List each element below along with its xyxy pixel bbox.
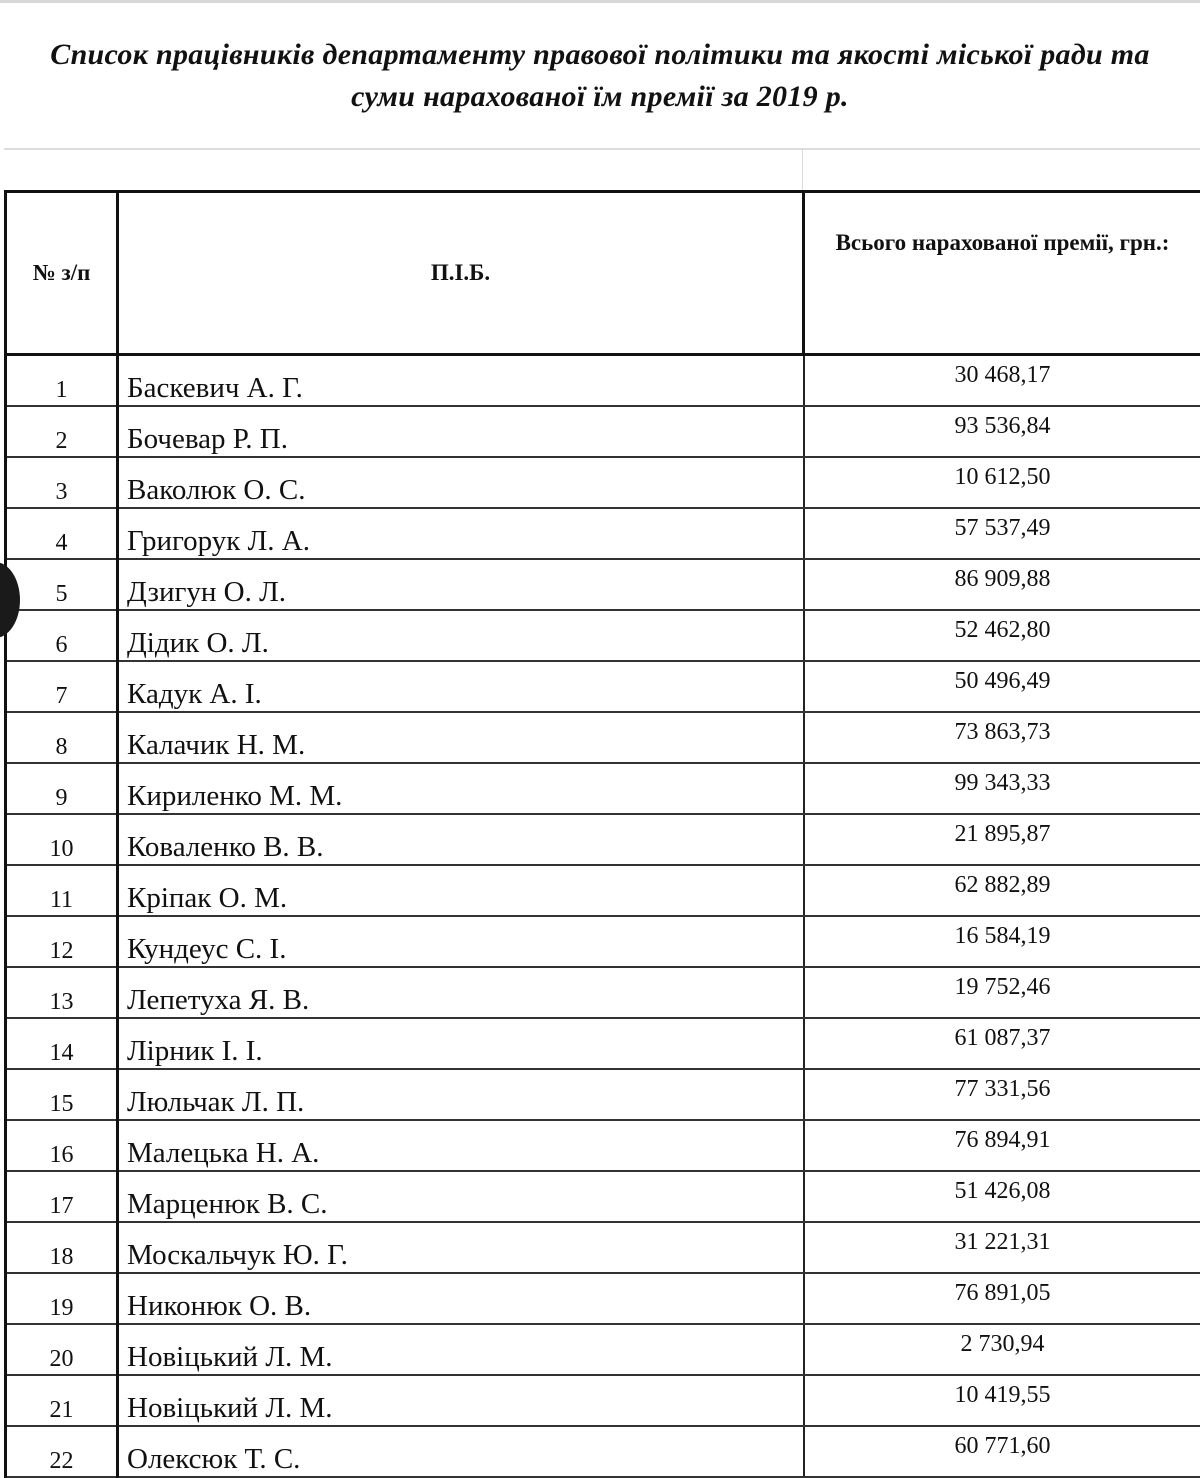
table-row xyxy=(6,865,1200,916)
row-number: 3 xyxy=(6,457,118,508)
row-sum: 76 894,91 xyxy=(804,1120,1200,1171)
row-sum: 62 882,89 xyxy=(804,865,1200,916)
header-number: № з/п xyxy=(6,192,118,355)
row-number: 13 xyxy=(6,967,118,1018)
row-name: Москальчук Ю. Г. xyxy=(118,1222,804,1273)
table-row xyxy=(6,1069,1200,1120)
row-name: Бочевар Р. П. xyxy=(118,406,804,457)
document-title-line-1: Список працівників департаменту правової політики та якості міської ради та xyxy=(0,34,1200,76)
row-number: 2 xyxy=(6,406,118,457)
row-number: 8 xyxy=(6,712,118,763)
table-spacer-divider xyxy=(802,150,803,190)
row-sum: 19 752,46 xyxy=(804,967,1200,1018)
table-row xyxy=(6,1324,1200,1375)
row-name: Калачик Н. М. xyxy=(118,712,804,763)
row-name: Никонюк О. В. xyxy=(118,1273,804,1324)
header-name: П.І.Б. xyxy=(118,192,804,355)
row-number: 21 xyxy=(6,1375,118,1426)
table-row xyxy=(6,1171,1200,1222)
row-name: Новіцький Л. М. xyxy=(118,1324,804,1375)
row-number: 5 xyxy=(6,559,118,610)
bonus-table xyxy=(4,190,1200,1478)
row-name: Дзигун О. Л. xyxy=(118,559,804,610)
row-number: 7 xyxy=(6,661,118,712)
row-number: 15 xyxy=(6,1069,118,1120)
table-row xyxy=(6,610,1200,661)
row-sum: 51 426,08 xyxy=(804,1171,1200,1222)
row-sum: 52 462,80 xyxy=(804,610,1200,661)
table-row xyxy=(6,814,1200,865)
row-sum: 57 537,49 xyxy=(804,508,1200,559)
row-sum: 30 468,17 xyxy=(804,355,1200,407)
row-number: 16 xyxy=(6,1120,118,1171)
table-row xyxy=(6,1375,1200,1426)
row-sum: 93 536,84 xyxy=(804,406,1200,457)
row-number: 17 xyxy=(6,1171,118,1222)
row-name: Дідик О. Л. xyxy=(118,610,804,661)
row-number: 18 xyxy=(6,1222,118,1273)
row-name: Коваленко В. В. xyxy=(118,814,804,865)
table-row xyxy=(6,916,1200,967)
row-sum: 77 331,56 xyxy=(804,1069,1200,1120)
header-sum: Всього нарахованої премії, грн.: xyxy=(804,192,1200,355)
row-name: Люльчак Л. П. xyxy=(118,1069,804,1120)
table-row xyxy=(6,1273,1200,1324)
row-name: Олексюк Т. С. xyxy=(118,1426,804,1477)
row-sum: 21 895,87 xyxy=(804,814,1200,865)
row-name: Лепетуха Я. В. xyxy=(118,967,804,1018)
document-title-line-2: суми нарахованої їм премії за 2019 р. xyxy=(0,76,1200,118)
row-sum: 61 087,37 xyxy=(804,1018,1200,1069)
top-divider xyxy=(0,0,1200,3)
row-number: 1 xyxy=(6,355,118,407)
row-sum: 10 419,55 xyxy=(804,1375,1200,1426)
table-row xyxy=(6,967,1200,1018)
table-row xyxy=(6,1120,1200,1171)
row-name: Малецька Н. А. xyxy=(118,1120,804,1171)
table-row xyxy=(6,763,1200,814)
table-body xyxy=(6,355,1200,1478)
table-header-row xyxy=(6,192,1200,355)
row-sum: 73 863,73 xyxy=(804,712,1200,763)
row-name: Баскевич А. Г. xyxy=(118,355,804,407)
table-row xyxy=(6,457,1200,508)
row-sum: 31 221,31 xyxy=(804,1222,1200,1273)
row-name: Кріпак О. М. xyxy=(118,865,804,916)
table-row xyxy=(6,508,1200,559)
row-number: 20 xyxy=(6,1324,118,1375)
table-spacer-row xyxy=(4,148,1200,190)
row-sum: 76 891,05 xyxy=(804,1273,1200,1324)
row-name: Кундеус С. І. xyxy=(118,916,804,967)
row-name: Кириленко М. М. xyxy=(118,763,804,814)
row-sum: 16 584,19 xyxy=(804,916,1200,967)
table-row xyxy=(6,355,1200,407)
row-name: Марценюк В. С. xyxy=(118,1171,804,1222)
row-sum: 99 343,33 xyxy=(804,763,1200,814)
row-sum: 10 612,50 xyxy=(804,457,1200,508)
table-row xyxy=(6,712,1200,763)
row-number: 12 xyxy=(6,916,118,967)
row-number: 10 xyxy=(6,814,118,865)
row-sum: 86 909,88 xyxy=(804,559,1200,610)
row-number: 14 xyxy=(6,1018,118,1069)
table-row xyxy=(6,1426,1200,1477)
row-name: Ваколюк О. С. xyxy=(118,457,804,508)
row-name: Лірник І. І. xyxy=(118,1018,804,1069)
row-number: 9 xyxy=(6,763,118,814)
row-sum: 60 771,60 xyxy=(804,1426,1200,1477)
row-number: 22 xyxy=(6,1426,118,1477)
row-sum: 2 730,94 xyxy=(804,1324,1200,1375)
row-name: Григорук Л. А. xyxy=(118,508,804,559)
row-name: Кадук А. І. xyxy=(118,661,804,712)
row-number: 4 xyxy=(6,508,118,559)
table-row xyxy=(6,1018,1200,1069)
table-row xyxy=(6,1222,1200,1273)
row-name: Новіцький Л. М. xyxy=(118,1375,804,1426)
row-number: 6 xyxy=(6,610,118,661)
document-title xyxy=(0,34,1200,118)
table-row xyxy=(6,559,1200,610)
row-number: 19 xyxy=(6,1273,118,1324)
table-row xyxy=(6,661,1200,712)
row-sum: 50 496,49 xyxy=(804,661,1200,712)
table-row xyxy=(6,406,1200,457)
row-number: 11 xyxy=(6,865,118,916)
